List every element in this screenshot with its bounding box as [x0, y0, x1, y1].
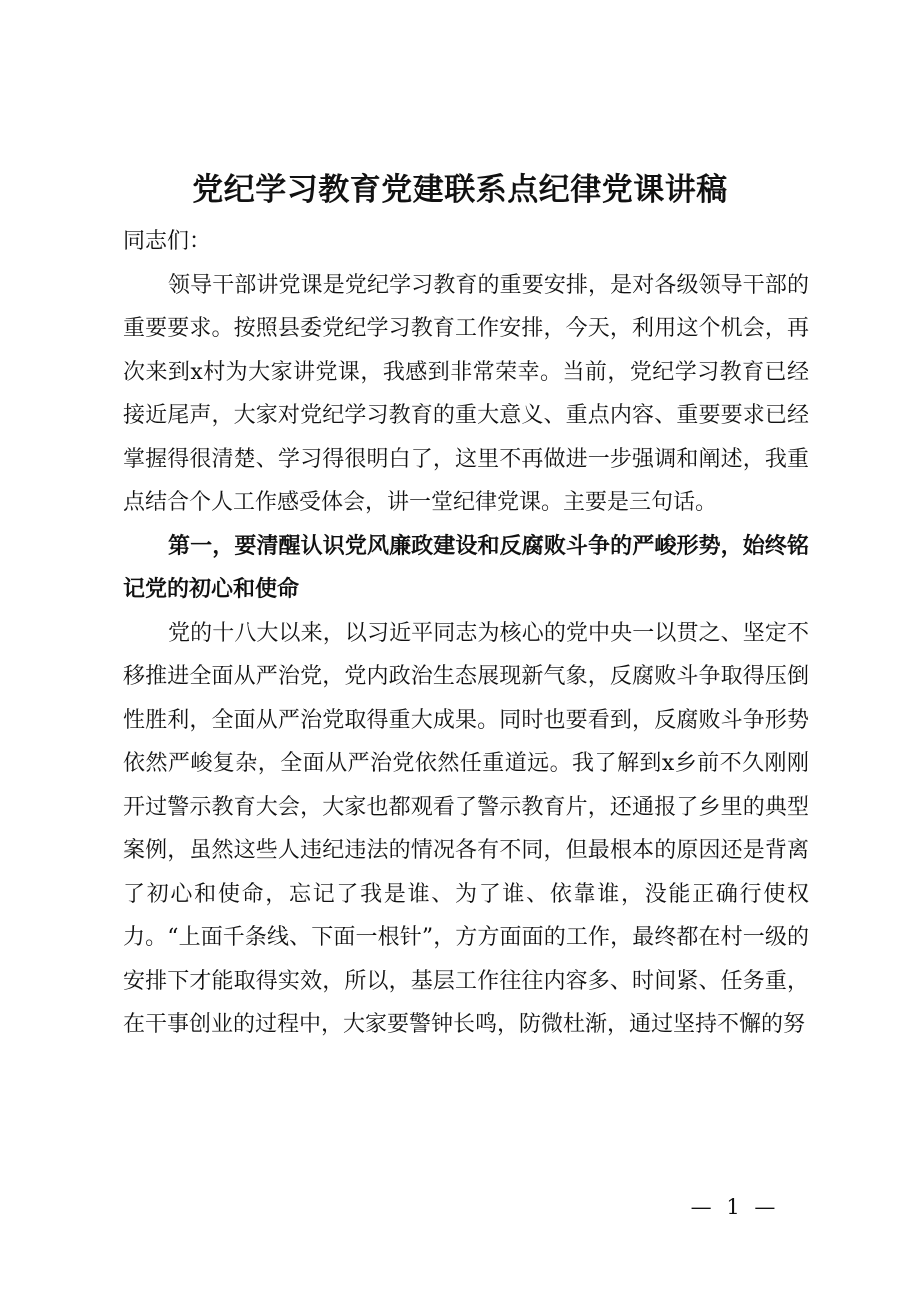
paragraph-section-1: 党的十八大以来，以习近平同志为核心的党中央一以贯之、坚定不移推进全面从严治党，党内政治生态展现新气象，反腐败斗争取得压倒性胜利，全面从严治党取得重大成果。同时也要看到，反腐败斗争形势依然严峻复杂，全面从严治党依然任重道远。我了解到x乡前不久刚刚开过警示教育大会，大家也都观看了警示教育片，还通报了乡里的典型案例，虽然这些人违纪违法的情况各有不同，但最根本的原因还是背离了初心和使命，忘记了我是谁、为了谁、依靠谁，没能正确行使权力。“上面千条线、下面一根针”，方方面面的工作，最终都在村一级的安排下才能取得实效，所以，基层工作往往内容多、时间紧、任务重，在干事创业的过程中，大家要警钟长鸣，防微杜渐，通过坚持不懈的努 [123, 620, 809, 1037]
paragraph-intro: 领导干部讲党课是党纪学习教育的重要安排，是对各级领导干部的重要要求。按照县委党纪学习教育工作安排，今天，利用这个机会，再次来到x村为大家讲党课，我感到非常荣幸。当前，党纪学习教育已经接近尾声，大家对党纪学习教育的重大意义、重点内容、重要要求已经掌握得很清楚、学习得很明白了，这里不再做进一步强调和阐述，我重点结合个人工作感受体会，讲一堂纪律党课。主要是三句话。 [123, 272, 809, 515]
document-title: 党纪学习教育党建联系点纪律党课讲稿 [192, 172, 728, 208]
salutation: 同志们： [123, 229, 212, 254]
page-number: — 1 — [690, 1195, 780, 1219]
document-body [123, 220, 809, 1047]
section-heading-1: 第一，要清醒认识党风廉政建设和反腐败斗争的严峻形势，始终铭记党的初心和使命 [123, 533, 809, 602]
